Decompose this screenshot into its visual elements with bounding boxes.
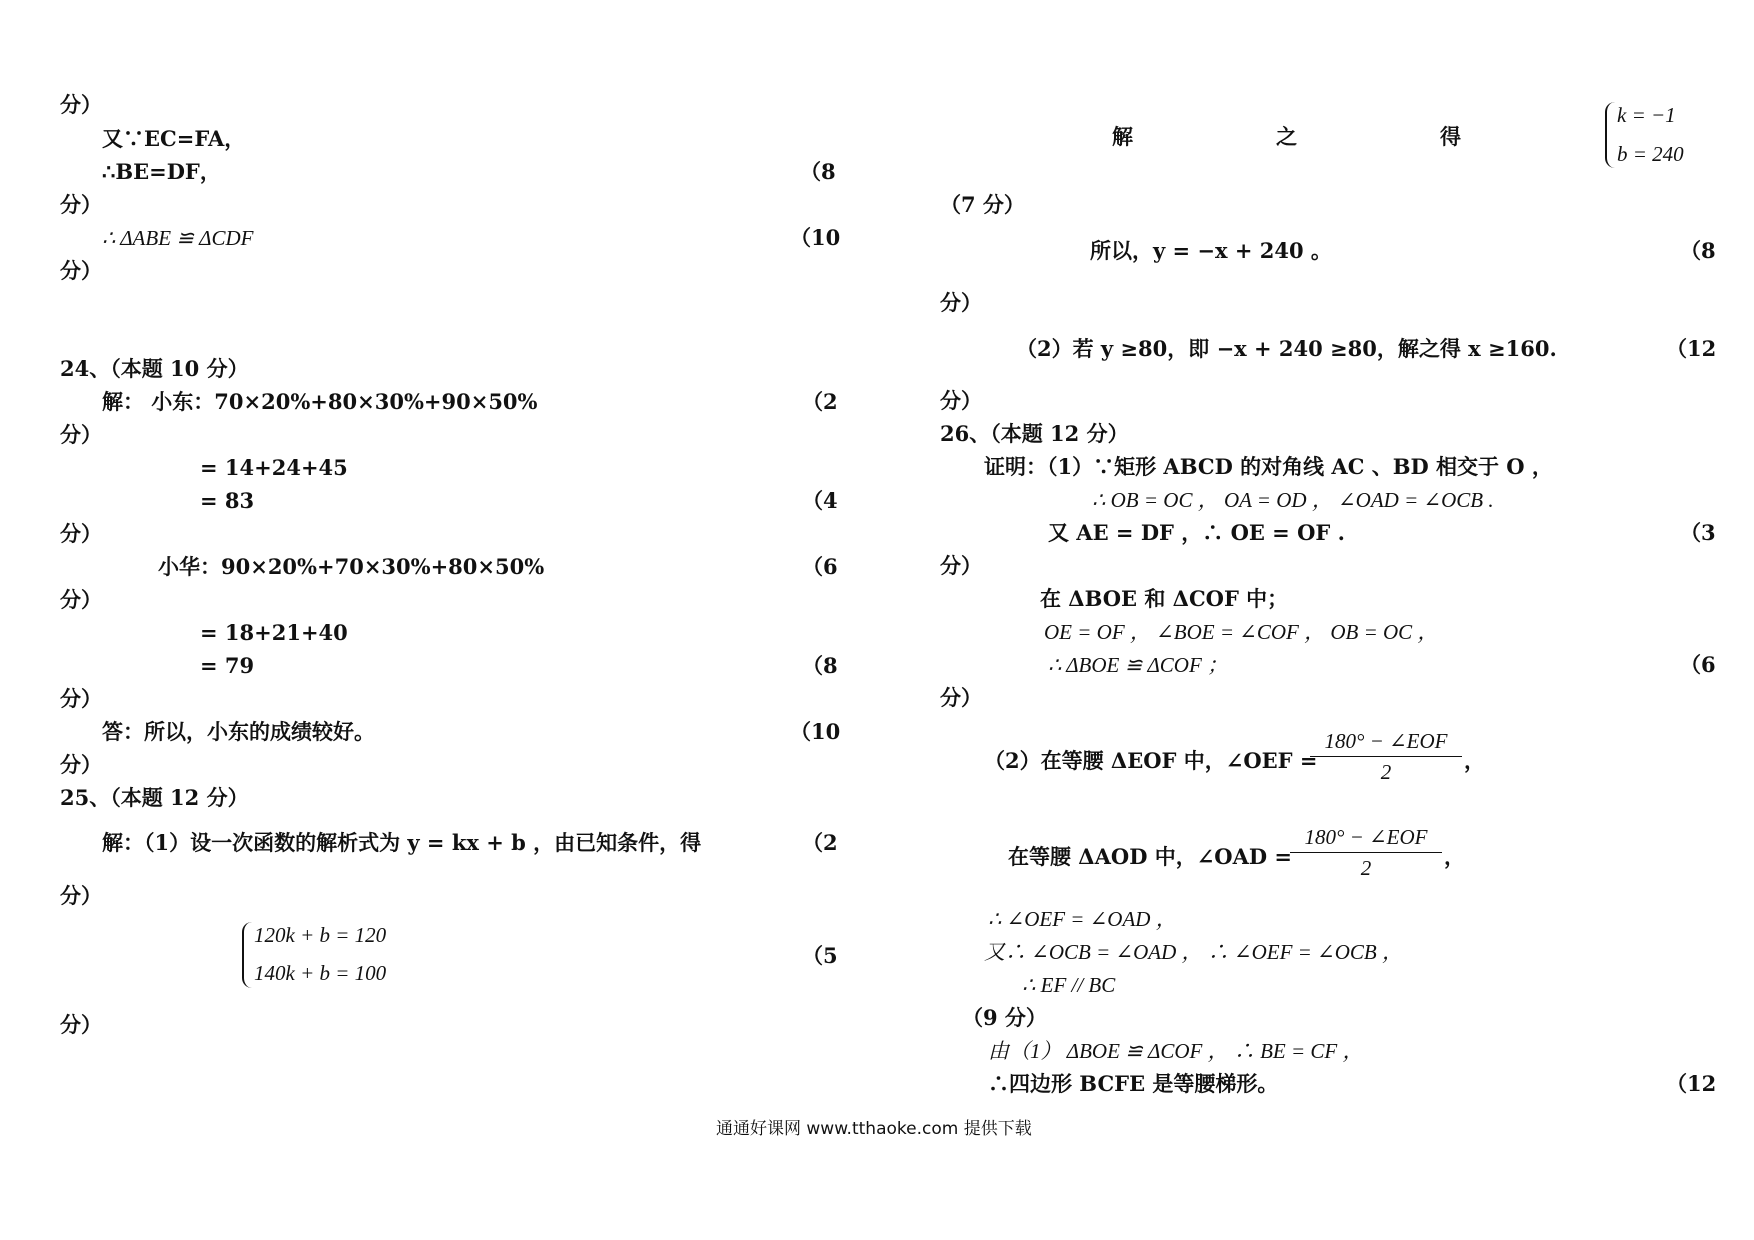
punctuation: ， <box>1464 748 1485 773</box>
equation-system-brace <box>1605 102 1615 168</box>
score-mark: （2 <box>802 830 838 855</box>
fraction-denominator: 2 <box>1360 856 1372 880</box>
score-mark: （3 <box>1680 520 1716 545</box>
question-heading: 26、（本题 12 分） <box>940 421 1129 446</box>
question-heading: 24、（本题 10 分） <box>60 356 249 381</box>
spaced-word: 解 <box>1112 124 1133 149</box>
score-unit: 分） <box>60 587 102 612</box>
calc-line: 小华：90×20%+70×30%+80×50% <box>158 554 545 579</box>
proof-line: 由（1） ΔBOE ≌ ΔCOF ， ∴ BE = CF ， <box>988 1039 1364 1063</box>
proof-line: 证明：（1）∵矩形 ABCD 的对角线 AC 、BD 相交于 O ， <box>984 454 1553 479</box>
equation: b = 240 <box>1617 142 1684 166</box>
proof-line: OE = OF ， ∠BOE = ∠COF ， OB = OC ， <box>1044 620 1439 644</box>
score-mark: （4 <box>802 488 838 513</box>
score-mark: （12 <box>1666 336 1717 361</box>
proof-line: ∴ OB = OC ， OA = OD ， ∠OAD = ∠OCB . <box>1092 488 1494 512</box>
proof-line: 又∵EC=FA， <box>102 126 246 151</box>
calc-line: = 79 <box>200 653 255 678</box>
answer-line: 答：所以，小东的成绩较好。 <box>102 719 375 744</box>
calc-line: = 18+21+40 <box>200 620 348 645</box>
equation: 140k + b = 100 <box>254 961 387 985</box>
score-unit: 分） <box>60 883 102 908</box>
score-unit: 分） <box>940 388 982 413</box>
score-mark: （12 <box>1666 1071 1717 1096</box>
spaced-word: 得 <box>1440 124 1461 149</box>
score-unit: 分） <box>60 521 102 546</box>
question-heading: 25、（本题 12 分） <box>60 785 249 810</box>
proof-line: 又 AE = DF ，∴ OE = OF . <box>1048 520 1345 545</box>
proof-line: ∴ ΔBOE ≌ ΔCOF ； <box>1048 653 1229 677</box>
score-mark: （8 <box>800 159 836 184</box>
solution-line: 解：（1）设一次函数的解析式为 y = kx + b ，由已知条件，得 <box>102 830 702 855</box>
proof-line: 在等腰 ΔAOD 中，∠OAD = <box>1008 844 1293 869</box>
score-mark: （5 <box>802 943 838 968</box>
proof-line: 又∴ ∠OCB = ∠OAD ， ∴ ∠OEF = ∠OCB ， <box>984 940 1403 964</box>
calc-line: = 83 <box>200 488 255 513</box>
score-unit: 分） <box>940 685 982 710</box>
proof-line: 在 ΔBOE 和 ΔCOF 中； <box>1040 586 1289 611</box>
fraction-numerator: 180° − ∠EOF <box>1324 729 1448 753</box>
score-mark: （6 <box>1680 652 1716 677</box>
fraction-numerator: 180° − ∠EOF <box>1304 825 1428 849</box>
fraction <box>1290 822 1442 883</box>
score-mark: （8 <box>1680 238 1716 263</box>
score-mark: （10 <box>790 719 841 744</box>
calc-line: 解： 小东：70×20%+80×30%+90×50% <box>102 389 538 414</box>
calc-line: = 14+24+45 <box>200 455 348 480</box>
equation: k = −1 <box>1617 103 1676 127</box>
proof-line: （2）在等腰 ΔEOF 中，∠OEF = <box>984 748 1318 773</box>
score-unit: 分） <box>60 192 102 217</box>
proof-line: ∴ ∠OEF = ∠OAD ， <box>988 907 1177 931</box>
punctuation: ， <box>1444 844 1465 869</box>
score-mark: （10 <box>790 225 841 250</box>
score-unit: 分） <box>60 686 102 711</box>
proof-line: ∴ EF // BC <box>1022 973 1116 997</box>
fraction-denominator: 2 <box>1380 760 1392 784</box>
score-unit: （9 分） <box>962 1005 1047 1030</box>
fraction <box>1310 726 1462 787</box>
score-unit: 分） <box>60 92 102 117</box>
spaced-word: 之 <box>1276 124 1297 149</box>
score-unit: 分） <box>60 258 102 283</box>
proof-line: ∴BE=DF， <box>102 159 221 184</box>
solution-line: （2）若 y ≥80，即 −x + 240 ≥80，解之得 x ≥160. <box>1016 336 1557 361</box>
score-unit: 分） <box>60 422 102 447</box>
score-unit: 分） <box>60 1012 102 1037</box>
score-mark: （2 <box>802 389 838 414</box>
footer-watermark: 通通好课网 www.tthaoke.com 提供下载 <box>716 1119 1032 1139</box>
result-line: 所以，y = −x + 240 。 <box>1090 238 1332 263</box>
score-unit: （7 分） <box>940 192 1025 217</box>
score-unit: 分） <box>940 290 982 315</box>
proof-conclusion: ∴ ΔABE ≌ ΔCDF <box>102 226 254 250</box>
score-mark: （6 <box>802 554 838 579</box>
score-unit: 分） <box>940 553 982 578</box>
equation-system-brace <box>242 922 252 988</box>
equation: 120k + b = 120 <box>254 923 387 947</box>
score-mark: （8 <box>802 653 838 678</box>
proof-conclusion: ∴四边形 BCFE 是等腰梯形。 <box>988 1071 1279 1096</box>
score-unit: 分） <box>60 752 102 777</box>
